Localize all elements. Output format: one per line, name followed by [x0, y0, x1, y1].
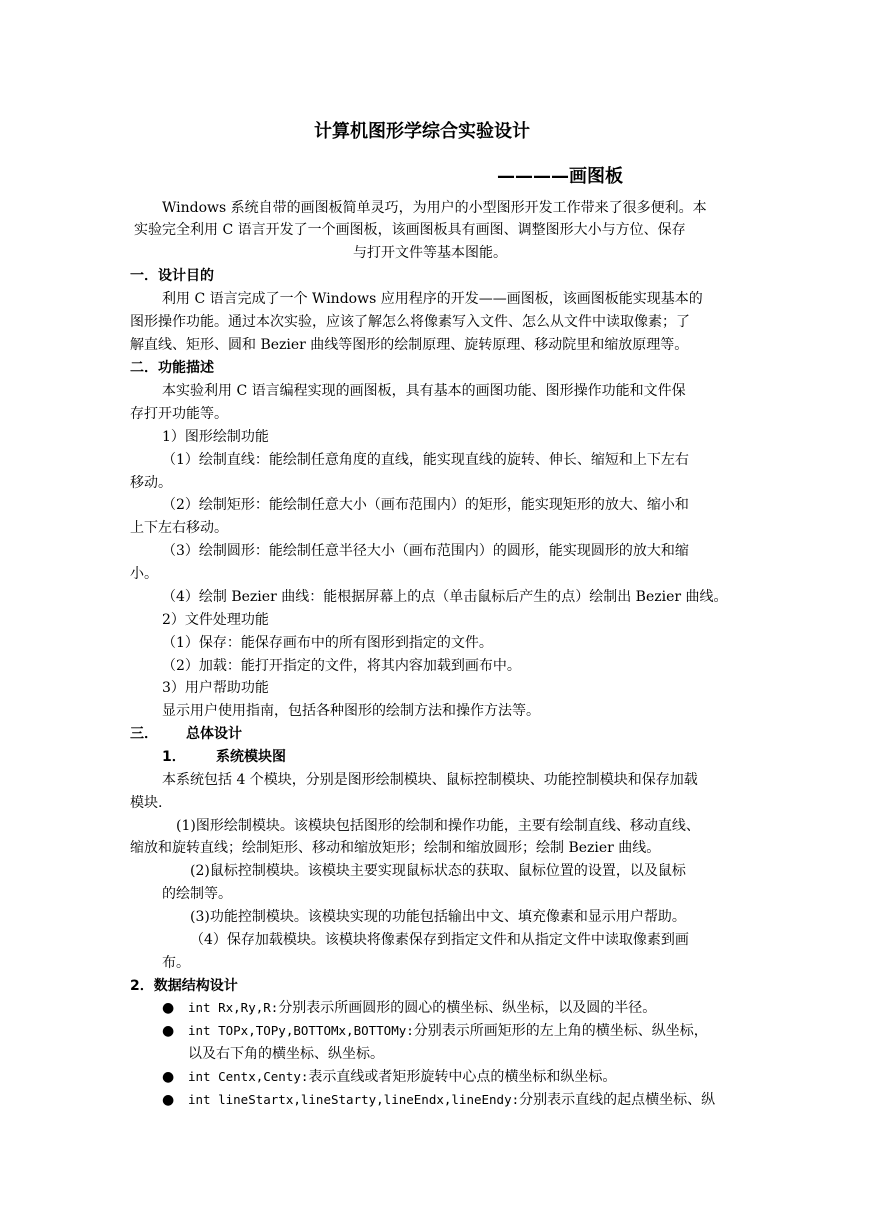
list-item: （3）绘制圆形：能绘制任意半径大小（画布范围内）的圆形，能实现圆形的放大和缩: [162, 543, 689, 559]
document-subtitle: ————画图板: [497, 166, 623, 187]
paragraph-line: （4）保存加载模块。该模块将像素保存到指定文件和从指定文件中读取像素到画: [190, 932, 689, 948]
list-heading: 2）文件处理功能: [162, 612, 269, 628]
bullet-item-cont: 以及右下角的横坐标、纵坐标。: [188, 1046, 384, 1062]
bullet-icon: ●: [162, 1023, 175, 1039]
bullet-item: [188, 998, 656, 1018]
code-text: int Rx,Ry,R:: [188, 1000, 279, 1015]
document-title: 计算机图形学综合实验设计: [314, 121, 530, 142]
bullet-item: [188, 1067, 616, 1087]
paragraph-line: 利用 C 语言完成了一个 Windows 应用程序的开发——画图板，该画图板能实现基本的: [162, 291, 703, 307]
paragraph-line: 本实验利用 C 语言编程实现的画图板，具有基本的画图功能、图形操作功能和文件保: [162, 383, 686, 399]
paragraph-line: 图形操作功能。通过本次实验，应该了解怎么将像素写入文件、怎么从文件中读取像素；了: [130, 314, 690, 330]
code-text: int lineStartx,lineStarty,lineEndx,lineEndy:: [188, 1092, 520, 1107]
bullet-text: 分别表示所画矩形的左上角的横坐标、纵坐标，: [413, 1023, 708, 1039]
bullet-item: [188, 1090, 715, 1110]
bullet-text: 表示直线或者矩形旋转中心点的横坐标和纵坐标。: [308, 1069, 617, 1085]
code-text: int Centx,Centy:: [188, 1069, 309, 1084]
list-heading: 1）图形绘制功能: [162, 429, 269, 445]
list-item: （2）绘制矩形：能绘制任意大小（画布范围内）的矩形，能实现矩形的放大、缩小和: [162, 497, 689, 513]
list-item-cont: 上下左右移动。: [130, 520, 228, 536]
list-item-cont: 移动。: [130, 475, 172, 491]
list-item-cont: 小。: [130, 566, 158, 582]
paragraph-line: 存打开功能等。: [130, 406, 228, 422]
bullet-icon: ●: [162, 1092, 175, 1108]
paragraph-line: (2)鼠标控制模块。该模块主要实现鼠标状态的获取、鼠标位置的设置，以及鼠标: [190, 863, 686, 879]
paragraph-line: 模块.: [130, 795, 163, 811]
list-heading: 3）用户帮助功能: [162, 680, 269, 696]
section-heading: 一．设计目的: [130, 268, 214, 284]
list-item: （1）绘制直线：能绘制任意角度的直线，能实现直线的旋转、伸长、缩短和上下左右: [162, 452, 689, 468]
bullet-text: 分别表示直线的起点横坐标、纵: [519, 1092, 716, 1108]
code-text: int TOPx,TOPy,BOTTOMx,BOTTOMy:: [188, 1023, 414, 1038]
list-item: （2）加载：能打开指定的文件，将其内容加载到画布中。: [162, 658, 521, 674]
intro-line: 与打开文件等基本图能。: [353, 245, 507, 261]
subsection-heading: 2．数据结构设计: [130, 978, 238, 994]
paragraph-line: 的绘制等。: [162, 886, 232, 902]
section-heading-number: 三．: [130, 726, 158, 742]
section-heading: 二．功能描述: [130, 360, 214, 376]
bullet-icon: ●: [162, 1069, 175, 1085]
bullet-icon: ●: [162, 1000, 175, 1016]
subsection-heading: 系统模块图: [216, 749, 286, 765]
intro-line: 实验完全利用 C 语言开发了一个画图板，该画图板具有画图、调整图形大小与方位、保存: [134, 222, 686, 238]
bullet-item: [188, 1021, 708, 1041]
bullet-text: 分别表示所画圆形的圆心的横坐标、纵坐标，以及圆的半径。: [278, 1000, 657, 1016]
paragraph-line: 缩放和旋转直线；绘制矩形、移动和缩放矩形；绘制和缩放圆形；绘制 Bezier 曲线。: [130, 840, 661, 856]
intro-line: Windows 系统自带的画图板简单灵巧，为用户的小型图形开发工作带来了很多便利。本: [162, 200, 707, 216]
paragraph-line: 显示用户使用指南，包括各种图形的绘制方法和操作方法等。: [162, 703, 540, 719]
list-item: （4）绘制 Bezier 曲线：能根据屏幕上的点（单击鼠标后产生的点）绘制出 Bezier 曲线。: [162, 589, 728, 605]
paragraph-line: 本系统包括 4 个模块，分别是图形绘制模块、鼠标控制模块、功能控制模块和保存加载: [162, 772, 698, 788]
paragraph-line: 布。: [162, 955, 190, 971]
subsection-number: 1．: [162, 749, 186, 765]
paragraph-line: (1)图形绘制模块。该模块包括图形的绘制和操作功能，主要有绘制直线、移动直线、: [176, 818, 700, 834]
section-heading: 总体设计: [186, 726, 242, 742]
paragraph-line: (3)功能控制模块。该模块实现的功能包括输出中文、填充像素和显示用户帮助。: [190, 909, 686, 925]
paragraph-line: 解直线、矩形、圆和 Bezier 曲线等图形的绘制原理、旋转原理、移动院里和缩放原理等。: [130, 337, 689, 353]
list-item: （1）保存：能保存画布中的所有图形到指定的文件。: [162, 635, 493, 651]
